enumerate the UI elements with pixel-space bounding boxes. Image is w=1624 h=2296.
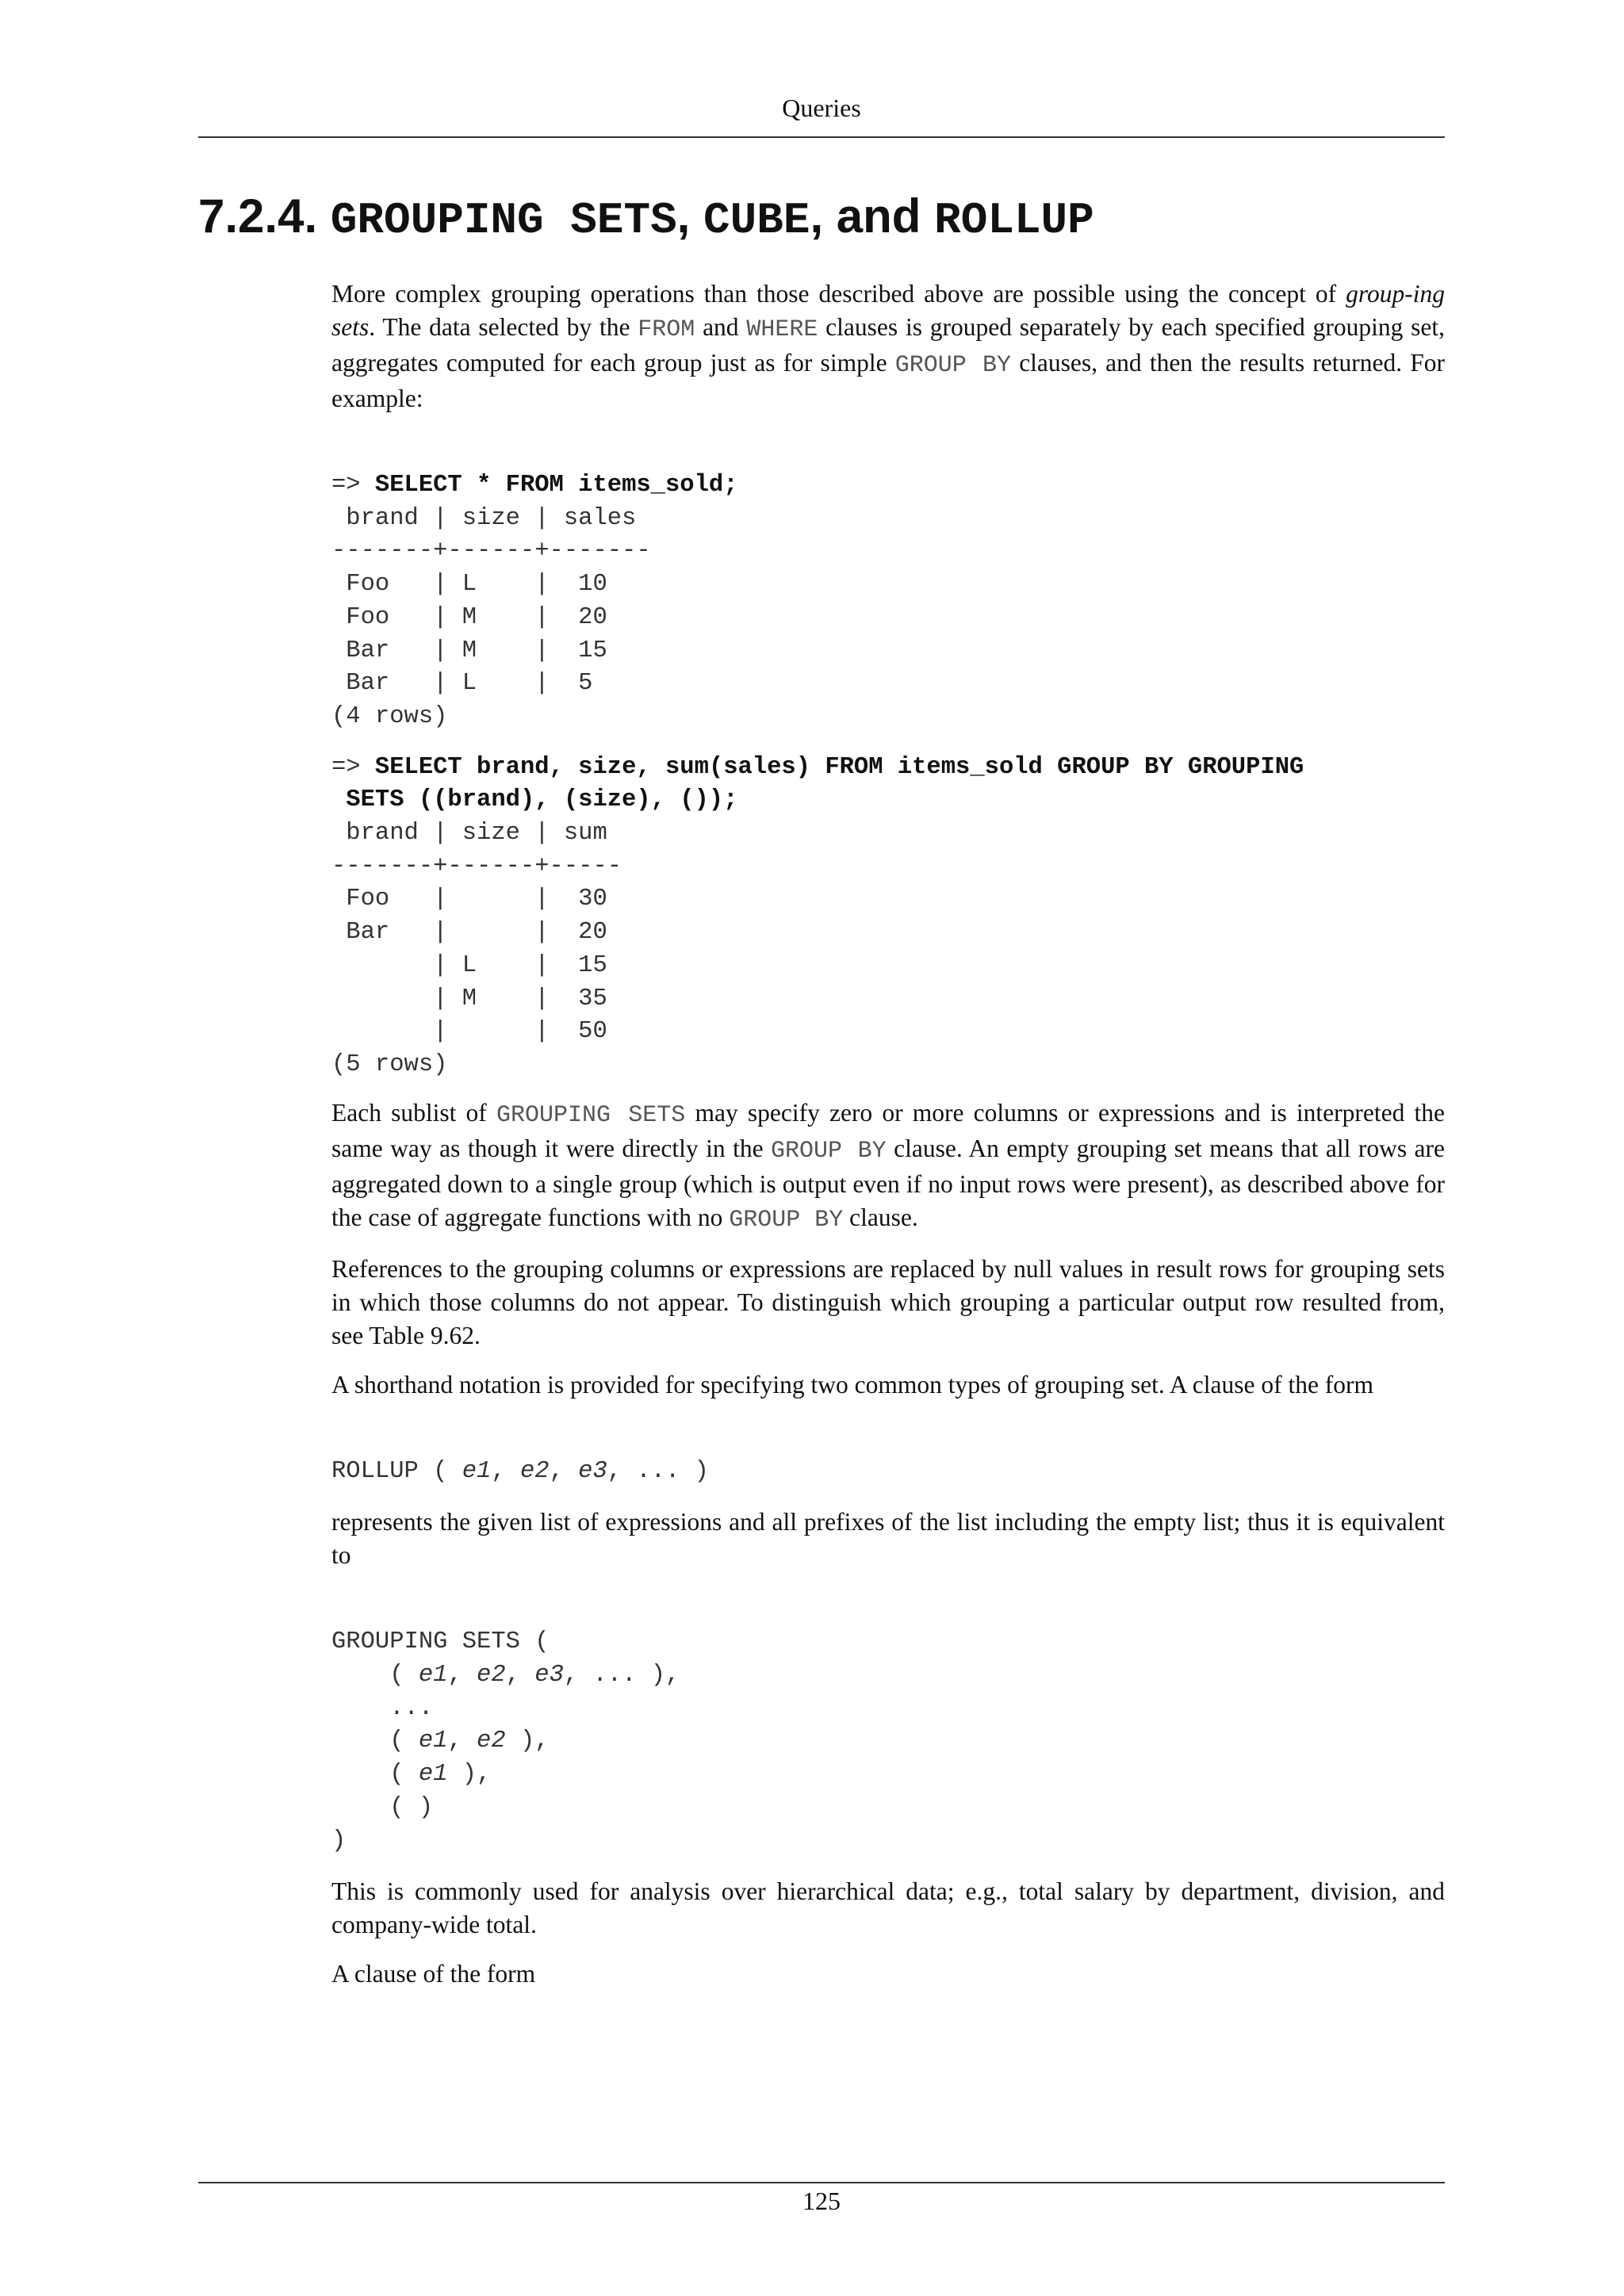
punctuation: (	[331, 1761, 419, 1789]
sql-command-continued: SETS ((brand), (size), ());	[331, 786, 738, 814]
section-number: 7.2.4.	[198, 189, 318, 243]
text: More complex grouping operations than those described above are possible using the concept of	[331, 280, 1346, 308]
rollup-equivalence-paragraph: represents the given list of expressions and all prefixes of the list including the empty list; thus it is equivalent to	[331, 1508, 1445, 1570]
placeholder-expr: e2	[477, 1728, 506, 1755]
running-header: Queries	[782, 94, 861, 122]
inline-code: GROUP BY	[729, 1206, 844, 1234]
text: clause. An empty grouping set means that all rows are aggregated down to a single group (which is output even if no input rows were present), as described above for the case of aggregate functions with no	[331, 1134, 1446, 1231]
text: may specify zero or more columns or expressions and is interpreted the same way as though it were directly in the	[331, 1098, 1445, 1162]
inline-code: WHERE	[746, 316, 818, 343]
table-row: Foo | M | 20	[331, 603, 607, 631]
table-row: Bar | L | 5	[331, 670, 593, 698]
table-row: Foo | | 30	[331, 886, 607, 913]
table-reference-link[interactable]: Table 9.62	[369, 1321, 475, 1349]
placeholder-expr: e1	[418, 1728, 448, 1755]
table-separator: -------+------+-----	[331, 852, 622, 880]
inline-code: GROUPING SETS	[496, 1101, 686, 1129]
heading-code-cube: CUBE	[703, 195, 810, 246]
sublist-paragraph	[331, 1096, 1445, 1237]
table-row: Bar | | 20	[331, 919, 607, 947]
sql-command: SELECT * FROM items_sold;	[374, 472, 738, 499]
punctuation: ),	[447, 1761, 492, 1789]
punctuation: ,	[447, 1728, 477, 1755]
table-header: brand | size | sum	[331, 820, 607, 848]
code-line: )	[331, 1827, 347, 1854]
intro-paragraph	[331, 277, 1445, 415]
code-line: ( )	[331, 1793, 434, 1821]
placeholder-expr: e1	[418, 1662, 448, 1689]
placeholder-expr: e3	[578, 1457, 607, 1485]
grouping-sets-syntax	[331, 1626, 1445, 1858]
inline-code: GROUP BY	[894, 352, 1012, 379]
table-separator: -------+------+-------	[331, 538, 651, 565]
code-line: ...	[331, 1694, 434, 1722]
punctuation: (	[331, 1662, 419, 1689]
null-values-paragraph	[331, 1253, 1445, 1353]
table-header: brand | size | sales	[331, 504, 637, 532]
page-number: 125	[802, 2187, 841, 2215]
punctuation: , ... ),	[563, 1662, 680, 1689]
punctuation: ,	[491, 1457, 520, 1485]
footer-rule	[198, 2182, 1445, 2183]
prompt: =>	[331, 753, 375, 781]
placeholder-expr: e2	[477, 1662, 506, 1689]
text: clauses, and then the results returned. For example:	[331, 349, 1445, 412]
hierarchical-paragraph: This is commonly used for analysis over hierarchical data; e.g., total salary by department, division, and company-wide total.	[331, 1877, 1445, 1939]
clause-form-paragraph: A clause of the form	[331, 1960, 536, 1988]
row-count: (5 rows)	[331, 1050, 448, 1078]
placeholder-expr: e3	[534, 1662, 564, 1689]
text: . The data selected by the	[369, 313, 638, 341]
table-row: | M | 35	[331, 985, 607, 1012]
header-rule	[198, 136, 1445, 138]
code-line: GROUPING SETS (	[331, 1628, 550, 1656]
section-body	[331, 277, 1445, 1991]
punctuation: ,	[549, 1457, 579, 1485]
placeholder-expr: e2	[519, 1457, 550, 1485]
placeholder-expr: e1	[462, 1457, 492, 1485]
inline-code: GROUP BY	[771, 1137, 887, 1165]
row-count: (4 rows)	[331, 702, 448, 730]
table-row: Bar | M | 15	[331, 637, 607, 664]
example-select-all	[331, 469, 1445, 734]
table-row: | | 50	[331, 1018, 607, 1046]
rollup-syntax	[331, 1456, 1445, 1489]
text: .	[474, 1321, 481, 1349]
heading-separator: , and	[810, 189, 935, 243]
example-grouping-sets	[331, 752, 1445, 1082]
table-row: | L | 15	[331, 951, 607, 979]
prompt: =>	[331, 472, 375, 499]
heading-code-rollup: ROLLUP	[934, 195, 1094, 246]
text: and	[695, 313, 747, 341]
text: Each sublist of	[331, 1098, 496, 1127]
text: clauses is grouped separately by each specified grouping set, aggregates computed for each group just as for simple	[331, 313, 1445, 377]
punctuation: ,	[447, 1662, 477, 1689]
section-heading	[198, 189, 1094, 246]
text: References to the grouping columns or expressions are replaced by null values in result rows for grouping sets in which those columns do not appear. To distinguish which grouping a particular output row resulted from, see	[331, 1254, 1445, 1349]
heading-code-grouping-sets: GROUPING SETS	[330, 195, 677, 246]
punctuation: , ... )	[607, 1457, 709, 1485]
text: clause.	[843, 1203, 918, 1231]
sql-command: SELECT brand, size, sum(sales) FROM items_sold GROUP BY GROUPING	[374, 753, 1304, 781]
punctuation: (	[331, 1728, 419, 1755]
heading-separator: ,	[676, 189, 704, 243]
inline-code: FROM	[638, 316, 695, 343]
punctuation: ),	[505, 1728, 550, 1755]
keyword: ROLLUP (	[331, 1457, 462, 1485]
shorthand-paragraph: A shorthand notation is provided for specifying two common types of grouping set. A clause of the form	[331, 1370, 1374, 1399]
placeholder-expr: e1	[418, 1761, 448, 1789]
term-emphasis: group-ing sets	[331, 280, 1445, 341]
table-row: Foo | L | 10	[331, 571, 607, 599]
punctuation: ,	[505, 1662, 535, 1689]
